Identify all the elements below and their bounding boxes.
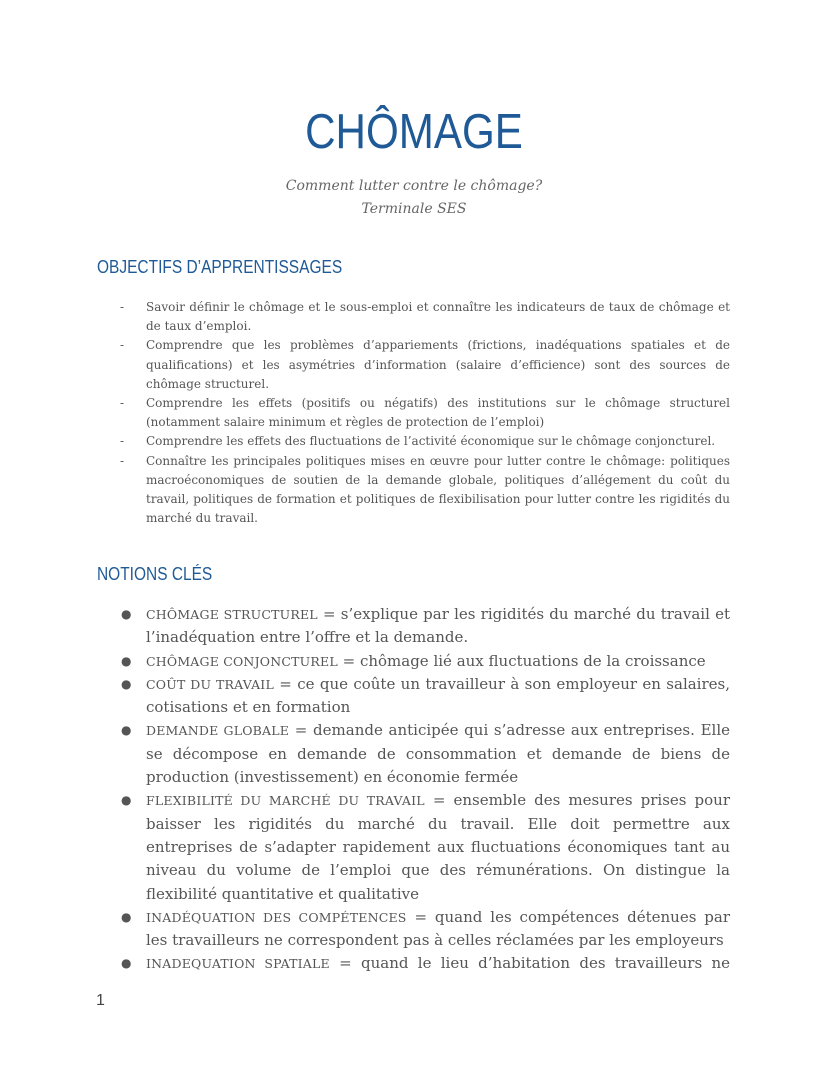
objectives-heading: OBJECTIFS D’APPRENTISSAGES <box>97 257 343 277</box>
dash-bullet: - <box>120 338 125 353</box>
dash-bullet: - <box>120 434 125 449</box>
objective-text: Savoir définir le chômage et le sous-emploi et connaître les indicateurs de taux de chômage et de taux d’emploi. <box>146 300 730 334</box>
dash-bullet: - <box>120 453 125 468</box>
notion-definition: = quand les compétences détenues par les travailleurs ne correspondent pas à celles réclamées par les employeurs <box>146 907 730 950</box>
subtitle-question: Comment lutter contre le chômage? <box>285 178 543 194</box>
subtitle-class: Terminale SES <box>361 201 467 217</box>
notion-term: CHÔMAGE CONJONCTUREL <box>146 653 338 669</box>
dash-bullet: - <box>120 396 125 411</box>
notion-definition: = chômage lié aux fluctuations de la croissance <box>337 651 706 670</box>
list-item <box>97 673 730 720</box>
notion-term: INADÉQUATION DES COMPÉTENCES <box>146 909 407 925</box>
objective-text: Connaître les principales politiques mises en œuvre pour lutter contre le chômage: politiques macroéconomiques de soutien de la demande globale, politiques d’allégement du coût du travail, politiques de formation et politiques de flexibilisation pour lutter contre les rigidités du marché du travail. <box>146 453 730 526</box>
list-item <box>97 432 730 451</box>
list-item <box>97 719 730 789</box>
list-item <box>97 952 730 975</box>
list-item <box>97 789 730 905</box>
notion-term: INADEQUATION SPATIALE <box>146 956 330 972</box>
bullet-dot: ● <box>121 653 132 668</box>
bullet-dot: ● <box>121 956 132 971</box>
bullet-dot: ● <box>121 793 132 808</box>
notion-definition: = demande anticipée qui s’adresse aux entreprises. Elle se décompose en demande de consommation et demande de biens de production (investissement) en économie fermée <box>146 721 730 787</box>
notion-term: FLEXIBILITÉ DU MARCHÉ DU TRAVAIL <box>146 793 425 809</box>
list-item <box>97 650 730 673</box>
objective-text: Comprendre les effets des fluctuations de l’activité économique sur le chômage conjoncturel. <box>146 434 716 449</box>
objective-text: Comprendre les effets (positifs ou négatifs) des institutions sur le chômage structurel (notamment salaire minimum et règles de protection de l’emploi) <box>146 396 730 430</box>
objective-text: Comprendre que les problèmes d’appariements (frictions, inadéquations spatiales et de qualifications) et les asymétries d’information (salaire d’efficience) sont des sources de chômage structurel. <box>146 338 730 391</box>
list-item <box>97 603 730 650</box>
notion-term: CHÔMAGE STRUCTUREL <box>146 607 318 622</box>
page-number: 1 <box>96 992 105 1009</box>
notion-definition: = s’explique par les rigidités du marché du travail et l’inadéquation entre l’offre et la demande. <box>146 605 731 647</box>
objectives-list <box>97 298 730 528</box>
page-title: CHÔMAGE <box>305 105 523 159</box>
notion-definition: = quand le lieu d’habitation des travailleurs ne <box>329 954 731 973</box>
list-item <box>97 394 730 432</box>
list-item <box>97 452 730 529</box>
notion-term: DEMANDE GLOBALE <box>146 723 290 739</box>
list-item <box>97 336 730 394</box>
dash-bullet: - <box>120 300 125 314</box>
bullet-dot: ● <box>121 909 132 924</box>
bullet-dot: ● <box>121 676 132 691</box>
notion-term: COÛT DU TRAVAIL <box>146 676 274 692</box>
bullet-dot: ● <box>121 607 132 621</box>
bullet-dot: ● <box>121 723 132 738</box>
list-item <box>97 906 730 953</box>
notion-definition: = ce que coûte un travailleur à son employeur en salaires, cotisations et en formation <box>146 674 730 717</box>
notions-heading: NOTIONS CLÉS <box>97 564 213 584</box>
notions-list <box>97 603 730 976</box>
list-item <box>97 298 730 336</box>
notion-definition: = ensemble des mesures prises pour baisser les rigidités du marché du travail. Elle doit permettre aux entreprises de s’adapter rapidement aux fluctuations économiques tant au niveau du volume de l’emploi que des rémunérations. On distingue la flexibilité quantitative et qualitative <box>146 791 730 903</box>
